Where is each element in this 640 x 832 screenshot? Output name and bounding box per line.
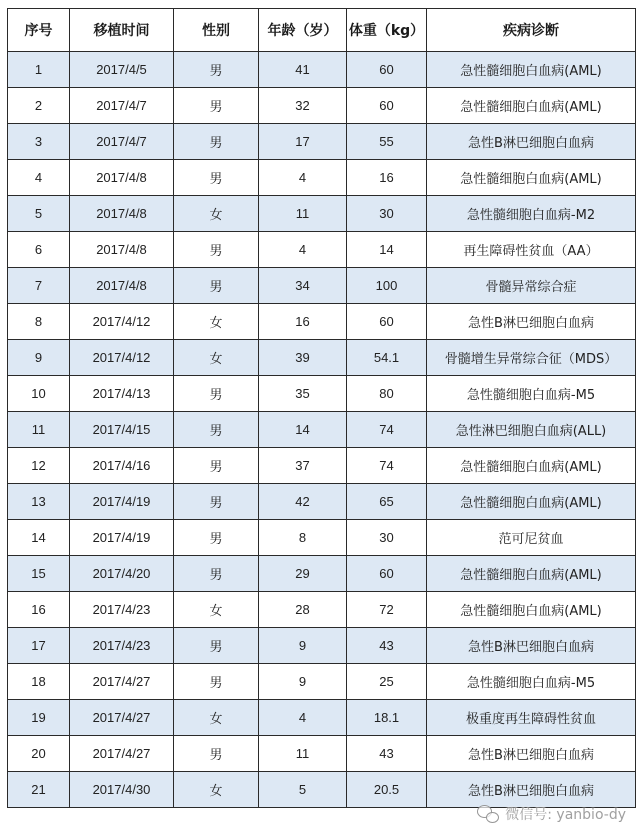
- cell-transplant-date: 2017/4/27: [70, 664, 174, 700]
- cell-age: 32: [259, 88, 347, 124]
- cell-index: 8: [8, 304, 70, 340]
- cell-transplant-date: 2017/4/16: [70, 448, 174, 484]
- cell-diagnosis: 急性髓细胞白血病(AML): [427, 160, 636, 196]
- table-body: [8, 52, 636, 808]
- cell-index: 20: [8, 736, 70, 772]
- cell-diagnosis: 骨髓增生异常综合征（MDS）: [427, 340, 636, 376]
- cell-sex: 男: [174, 736, 259, 772]
- cell-transplant-date: 2017/4/27: [70, 736, 174, 772]
- cell-sex: 男: [174, 412, 259, 448]
- cell-age: 39: [259, 340, 347, 376]
- cell-transplant-date: 2017/4/30: [70, 772, 174, 808]
- transplant-table-container: [7, 8, 635, 808]
- table-row: [8, 484, 636, 520]
- cell-weight: 74: [347, 412, 427, 448]
- cell-age: 5: [259, 772, 347, 808]
- cell-sex: 男: [174, 160, 259, 196]
- cell-transplant-date: 2017/4/27: [70, 700, 174, 736]
- table-row: [8, 268, 636, 304]
- cell-weight: 60: [347, 556, 427, 592]
- cell-diagnosis: 急性B淋巴细胞白血病: [427, 124, 636, 160]
- cell-diagnosis: 急性髓细胞白血病(AML): [427, 448, 636, 484]
- header-transplant-date: 移植时间: [70, 9, 174, 52]
- cell-sex: 男: [174, 52, 259, 88]
- cell-index: 11: [8, 412, 70, 448]
- cell-diagnosis: 急性B淋巴细胞白血病: [427, 736, 636, 772]
- cell-weight: 60: [347, 304, 427, 340]
- cell-diagnosis: 急性淋巴细胞白血病(ALL): [427, 412, 636, 448]
- cell-sex: 男: [174, 556, 259, 592]
- header-sex: 性别: [174, 9, 259, 52]
- cell-age: 14: [259, 412, 347, 448]
- cell-transplant-date: 2017/4/20: [70, 556, 174, 592]
- cell-transplant-date: 2017/4/5: [70, 52, 174, 88]
- cell-transplant-date: 2017/4/12: [70, 304, 174, 340]
- cell-diagnosis: 急性B淋巴细胞白血病: [427, 304, 636, 340]
- cell-sex: 男: [174, 232, 259, 268]
- cell-index: 18: [8, 664, 70, 700]
- cell-diagnosis: 急性B淋巴细胞白血病: [427, 772, 636, 808]
- cell-diagnosis: 急性髓细胞白血病(AML): [427, 556, 636, 592]
- table-row: [8, 700, 636, 736]
- table-row: [8, 736, 636, 772]
- cell-transplant-date: 2017/4/7: [70, 124, 174, 160]
- cell-transplant-date: 2017/4/12: [70, 340, 174, 376]
- table-row: [8, 196, 636, 232]
- cell-weight: 18.1: [347, 700, 427, 736]
- cell-diagnosis: 急性髓细胞白血病-M5: [427, 664, 636, 700]
- cell-sex: 女: [174, 196, 259, 232]
- cell-diagnosis: 急性髓细胞白血病(AML): [427, 484, 636, 520]
- cell-weight: 43: [347, 736, 427, 772]
- cell-weight: 43: [347, 628, 427, 664]
- cell-weight: 30: [347, 520, 427, 556]
- cell-age: 4: [259, 700, 347, 736]
- cell-index: 1: [8, 52, 70, 88]
- cell-weight: 80: [347, 376, 427, 412]
- cell-weight: 65: [347, 484, 427, 520]
- cell-age: 34: [259, 268, 347, 304]
- cell-sex: 女: [174, 304, 259, 340]
- table-row: [8, 160, 636, 196]
- cell-weight: 25: [347, 664, 427, 700]
- cell-index: 9: [8, 340, 70, 376]
- wechat-icon: [477, 805, 499, 823]
- table-row: [8, 592, 636, 628]
- table-row: [8, 772, 636, 808]
- header-diagnosis: 疾病诊断: [427, 9, 636, 52]
- cell-sex: 女: [174, 592, 259, 628]
- table-row: [8, 376, 636, 412]
- cell-weight: 55: [347, 124, 427, 160]
- header-weight: 体重（kg）: [347, 9, 427, 52]
- cell-age: 35: [259, 376, 347, 412]
- cell-transplant-date: 2017/4/8: [70, 196, 174, 232]
- header-index: 序号: [8, 9, 70, 52]
- cell-index: 5: [8, 196, 70, 232]
- cell-index: 6: [8, 232, 70, 268]
- transplant-table: [7, 8, 636, 808]
- cell-sex: 男: [174, 520, 259, 556]
- cell-transplant-date: 2017/4/19: [70, 520, 174, 556]
- cell-diagnosis: 骨髓异常综合症: [427, 268, 636, 304]
- cell-sex: 女: [174, 772, 259, 808]
- table-row: [8, 412, 636, 448]
- table-row: [8, 304, 636, 340]
- cell-sex: 男: [174, 664, 259, 700]
- header-row: [8, 9, 636, 52]
- watermark-text: 微信号: yanbio-dy: [505, 807, 626, 823]
- cell-sex: 男: [174, 88, 259, 124]
- table-row: [8, 448, 636, 484]
- cell-weight: 100: [347, 268, 427, 304]
- cell-index: 21: [8, 772, 70, 808]
- cell-weight: 60: [347, 88, 427, 124]
- cell-index: 14: [8, 520, 70, 556]
- cell-weight: 54.1: [347, 340, 427, 376]
- cell-age: 42: [259, 484, 347, 520]
- cell-weight: 30: [347, 196, 427, 232]
- cell-weight: 16: [347, 160, 427, 196]
- cell-transplant-date: 2017/4/15: [70, 412, 174, 448]
- cell-weight: 20.5: [347, 772, 427, 808]
- cell-diagnosis: 急性髓细胞白血病-M5: [427, 376, 636, 412]
- cell-sex: 男: [174, 448, 259, 484]
- cell-weight: 72: [347, 592, 427, 628]
- cell-index: 15: [8, 556, 70, 592]
- cell-index: 13: [8, 484, 70, 520]
- cell-age: 9: [259, 628, 347, 664]
- cell-transplant-date: 2017/4/19: [70, 484, 174, 520]
- cell-age: 4: [259, 160, 347, 196]
- cell-transplant-date: 2017/4/7: [70, 88, 174, 124]
- cell-index: 4: [8, 160, 70, 196]
- cell-age: 11: [259, 196, 347, 232]
- cell-diagnosis: 急性髓细胞白血病-M2: [427, 196, 636, 232]
- cell-age: 41: [259, 52, 347, 88]
- cell-sex: 男: [174, 484, 259, 520]
- cell-transplant-date: 2017/4/13: [70, 376, 174, 412]
- cell-sex: 男: [174, 376, 259, 412]
- cell-index: 3: [8, 124, 70, 160]
- cell-diagnosis: 极重度再生障碍性贫血: [427, 700, 636, 736]
- cell-sex: 女: [174, 340, 259, 376]
- cell-age: 16: [259, 304, 347, 340]
- cell-diagnosis: 急性髓细胞白血病(AML): [427, 52, 636, 88]
- cell-sex: 男: [174, 124, 259, 160]
- cell-diagnosis: 急性髓细胞白血病(AML): [427, 592, 636, 628]
- cell-index: 2: [8, 88, 70, 124]
- cell-index: 16: [8, 592, 70, 628]
- cell-transplant-date: 2017/4/8: [70, 232, 174, 268]
- table-row: [8, 556, 636, 592]
- table-row: [8, 232, 636, 268]
- table-row: [8, 520, 636, 556]
- cell-transplant-date: 2017/4/23: [70, 628, 174, 664]
- cell-diagnosis: 再生障碍性贫血（AA）: [427, 232, 636, 268]
- header-age: 年龄（岁）: [259, 9, 347, 52]
- cell-transplant-date: 2017/4/8: [70, 160, 174, 196]
- cell-weight: 60: [347, 52, 427, 88]
- cell-sex: 女: [174, 700, 259, 736]
- cell-diagnosis: 急性髓细胞白血病(AML): [427, 88, 636, 124]
- cell-transplant-date: 2017/4/23: [70, 592, 174, 628]
- cell-age: 4: [259, 232, 347, 268]
- cell-index: 12: [8, 448, 70, 484]
- cell-age: 11: [259, 736, 347, 772]
- table-row: [8, 664, 636, 700]
- cell-age: 37: [259, 448, 347, 484]
- cell-age: 29: [259, 556, 347, 592]
- cell-diagnosis: 范可尼贫血: [427, 520, 636, 556]
- cell-age: 28: [259, 592, 347, 628]
- table-header: [8, 9, 636, 52]
- cell-index: 19: [8, 700, 70, 736]
- cell-weight: 14: [347, 232, 427, 268]
- table-row: [8, 124, 636, 160]
- cell-transplant-date: 2017/4/8: [70, 268, 174, 304]
- cell-weight: 74: [347, 448, 427, 484]
- table-row: [8, 88, 636, 124]
- table-row: [8, 628, 636, 664]
- cell-age: 8: [259, 520, 347, 556]
- cell-diagnosis: 急性B淋巴细胞白血病: [427, 628, 636, 664]
- cell-sex: 男: [174, 628, 259, 664]
- cell-age: 17: [259, 124, 347, 160]
- cell-index: 10: [8, 376, 70, 412]
- cell-sex: 男: [174, 268, 259, 304]
- cell-index: 7: [8, 268, 70, 304]
- watermark: [477, 804, 626, 824]
- cell-age: 9: [259, 664, 347, 700]
- cell-index: 17: [8, 628, 70, 664]
- table-row: [8, 52, 636, 88]
- table-row: [8, 340, 636, 376]
